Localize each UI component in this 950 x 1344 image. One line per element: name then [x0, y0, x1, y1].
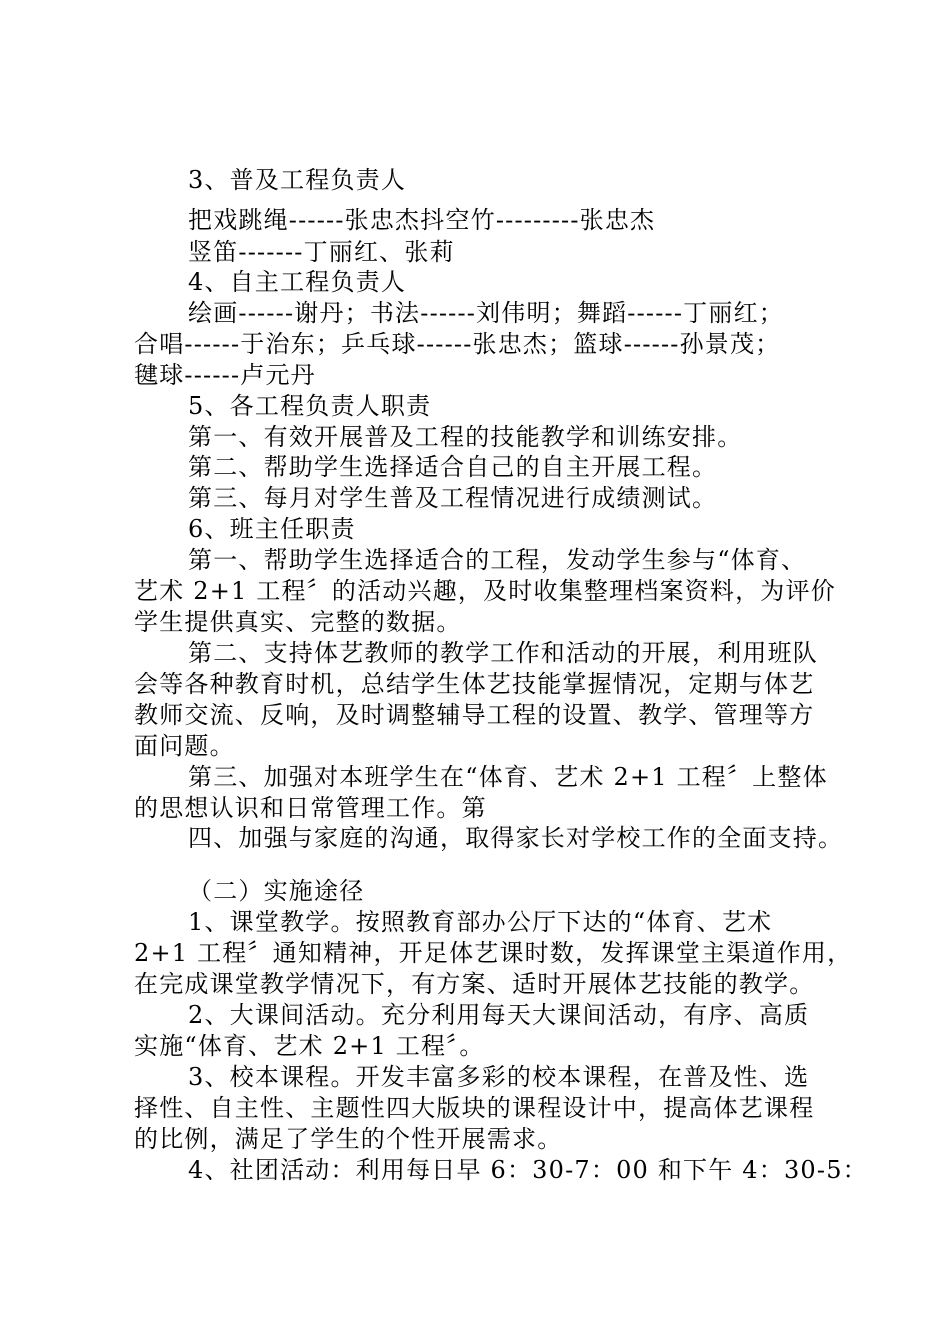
- text-line: 3、普及工程负责人: [188, 166, 407, 194]
- text-line: 四、加强与家庭的沟通，取得家长对学校工作的全面支持。: [188, 824, 844, 852]
- text-line: 2+1 工程〞通知精神，开足体艺课时数，发挥课堂主渠道作用，: [134, 939, 853, 967]
- text-line: 教师交流、反响，及时调整辅导工程的设置、教学、管理等方: [134, 701, 815, 729]
- text-line: 竖笛-------丁丽红、张莉: [188, 238, 455, 266]
- text-line: 在完成课堂教学情况下，有方案、适时开展体艺技能的教学。: [134, 970, 815, 998]
- text-line: 第三、每月对学生普及工程情况进行成绩测试。: [188, 484, 718, 512]
- text-line: 4、社团活动：利用每日早 6：30-7：00 和下午 4：30-5：: [188, 1156, 868, 1184]
- text-line: 择性、自主性、主题性四大版块的课程设计中，提高体艺课程: [134, 1094, 815, 1122]
- text-line: 第一、帮助学生选择适合的工程，发动学生参与“体育、: [188, 546, 807, 574]
- text-line: 会等各种教育时机，总结学生体艺技能掌握情况，定期与体艺: [134, 670, 815, 698]
- text-line: 绘画------谢丹；书法------刘伟明；舞蹈------丁丽红；: [188, 299, 784, 327]
- text-line: 第三、加强对本班学生在“体育、艺术 2+1 工程〞上整体: [188, 763, 828, 791]
- text-line: 实施“体育、艺术 2+1 工程〞。: [134, 1032, 485, 1060]
- text-line: 毽球------卢元丹: [134, 361, 316, 389]
- text-line: 面问题。: [134, 732, 235, 760]
- text-line: 第二、支持体艺教师的教学工作和活动的开展，利用班队: [188, 639, 818, 667]
- section-heading: （二）实施途径: [188, 877, 365, 905]
- text-line: 第二、帮助学生选择适合自己的自主开展工程。: [188, 453, 718, 481]
- text-line: 合唱------于治东；乒乓球------张忠杰；篮球------孙景茂；: [134, 330, 781, 358]
- text-line: 学生提供真实、完整的数据。: [134, 608, 462, 636]
- text-line: 1、课堂教学。按照教育部办公厅下达的“体育、艺术: [188, 908, 773, 936]
- text-line: 4、自主工程负责人: [188, 268, 407, 296]
- text-line: 6、班主任职责: [188, 515, 356, 543]
- text-line: 把戏跳绳------张忠杰抖空竹---------张忠杰: [188, 206, 656, 234]
- text-line: 的思想认识和日常管理工作。第: [134, 794, 487, 822]
- text-line: 5、各工程负责人职责: [188, 392, 432, 420]
- text-line: 艺术 2+1 工程〞的活动兴趣，及时收集整理档案资料，为评价: [134, 577, 836, 605]
- text-line: 3、校本课程。开发丰富多彩的校本课程，在普及性、选: [188, 1063, 810, 1091]
- text-line: 第一、有效开展普及工程的技能教学和训练安排。: [188, 423, 743, 451]
- text-line: 的比例，满足了学生的个性开展需求。: [134, 1125, 563, 1153]
- text-line: 2、大课间活动。充分利用每天大课间活动，有序、高质: [188, 1001, 810, 1029]
